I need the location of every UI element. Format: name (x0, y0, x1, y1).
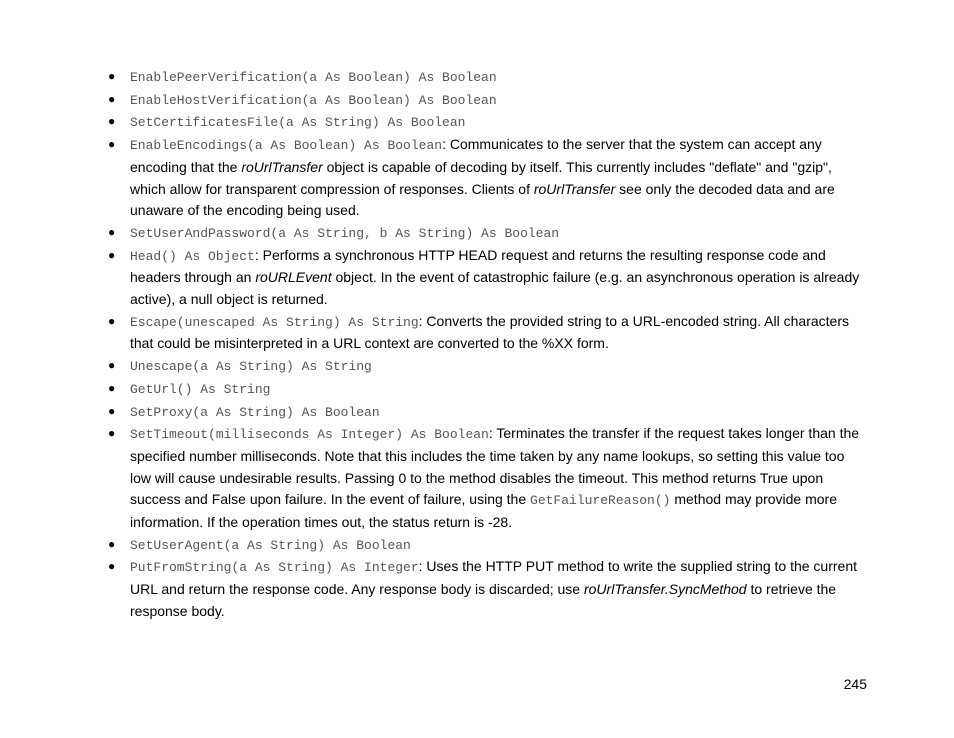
class-name: roURLEvent (255, 269, 332, 286)
method-description: : Communicates to the server that the system can accept any encoding that the (130, 136, 822, 175)
method-description: : Converts the provided string to a URL-encoded string. All characters that could be misinterpreted in a URL context are converted to the %XX form. (130, 312, 849, 352)
method-signature: Unescape(a As String) As String (130, 359, 372, 375)
list-item (0, 66, 954, 89)
method-description: : Performs a synchronous HTTP HEAD request and returns the resulting response code and headers through an (130, 246, 826, 286)
list-item (0, 401, 954, 424)
list-item (0, 534, 954, 557)
bullet-icon: ● (108, 559, 116, 574)
bullet-icon: ● (108, 137, 116, 152)
list-item (0, 89, 954, 112)
method-signature: EnableEncodings(a As Boolean) As Boolean (130, 138, 443, 154)
bullet-icon: ● (108, 224, 116, 239)
method-signature: SetProxy(a As String) As Boolean (130, 404, 380, 420)
bullet-icon: ● (108, 403, 116, 418)
method-signature: SetCertificatesFile(a As String) As Boolean (130, 115, 466, 131)
page-number: 245 (843, 676, 867, 692)
bullet-icon: ● (108, 313, 116, 328)
class-name: roUrlTransfer.SyncMethod (583, 581, 747, 598)
bullet-icon: ● (108, 426, 116, 441)
bullet-icon: ● (108, 536, 116, 551)
bullet-icon: ● (108, 358, 116, 373)
list-item (0, 311, 954, 355)
bullet-icon: ● (108, 247, 116, 262)
method-signature: SetTimeout(milliseconds As Integer) As Boolean (130, 427, 489, 443)
method-signature: SetUserAgent(a As String) As Boolean (130, 537, 411, 553)
method-signature: Head() As Object (130, 248, 255, 264)
list-item (0, 423, 954, 534)
method-signature: SetUserAndPassword(a As String, b As String) As Boolean (130, 225, 560, 241)
list-item (0, 245, 954, 311)
method-description: method may provide more information. If the operation times out, the status return is -28. (130, 491, 837, 531)
method-list (0, 66, 954, 623)
bullet-icon: ● (108, 380, 116, 395)
method-signature: Escape(unescaped As String) As String (130, 314, 419, 330)
list-item (0, 134, 954, 222)
inline-code: GetFailureReason() (530, 493, 671, 509)
class-name: roUrlTransfer (241, 158, 323, 175)
method-signature: EnableHostVerification(a As Boolean) As Boolean (130, 92, 497, 108)
method-signature: EnablePeerVerification(a As Boolean) As Boolean (130, 70, 497, 85)
bullet-icon: ● (108, 91, 116, 106)
method-description: object. In the event of catastrophic failure (e.g. an asynchronous operation is already active), a null object is returned. (130, 269, 860, 308)
bullet-icon: ● (108, 69, 116, 83)
method-signature: GetUrl() As String (130, 381, 271, 397)
method-description: object is capable of decoding by itself. This currently includes "deflate" and "gzip", which allow for transparent compression of responses. Clients of (130, 158, 832, 197)
method-description: : Terminates the transfer if the request takes longer than the specified number milliseconds. Note that this includes the time taken by any name lookups, so setting this value too low will cause undesirable results. Passing 0 to the method disables the timeout. This method returns True upon success and False upon failure. In the event of failure, using the (130, 425, 860, 508)
list-item (0, 556, 954, 622)
method-description: see only the decoded data and are unaware of the encoding being used. (130, 180, 835, 219)
list-item (0, 222, 954, 245)
list-item (0, 378, 954, 401)
class-name: roUrlTransfer (533, 180, 616, 197)
list-item (0, 111, 954, 134)
bullet-icon: ● (108, 114, 116, 129)
method-description: : Uses the HTTP PUT method to write the supplied string to the current URL and return the response code. Any response body is discarded; use (130, 558, 858, 598)
list-item (0, 355, 954, 378)
method-signature: PutFromString(a As String) As Integer (130, 560, 419, 576)
method-description: to retrieve the response body. (130, 581, 837, 619)
